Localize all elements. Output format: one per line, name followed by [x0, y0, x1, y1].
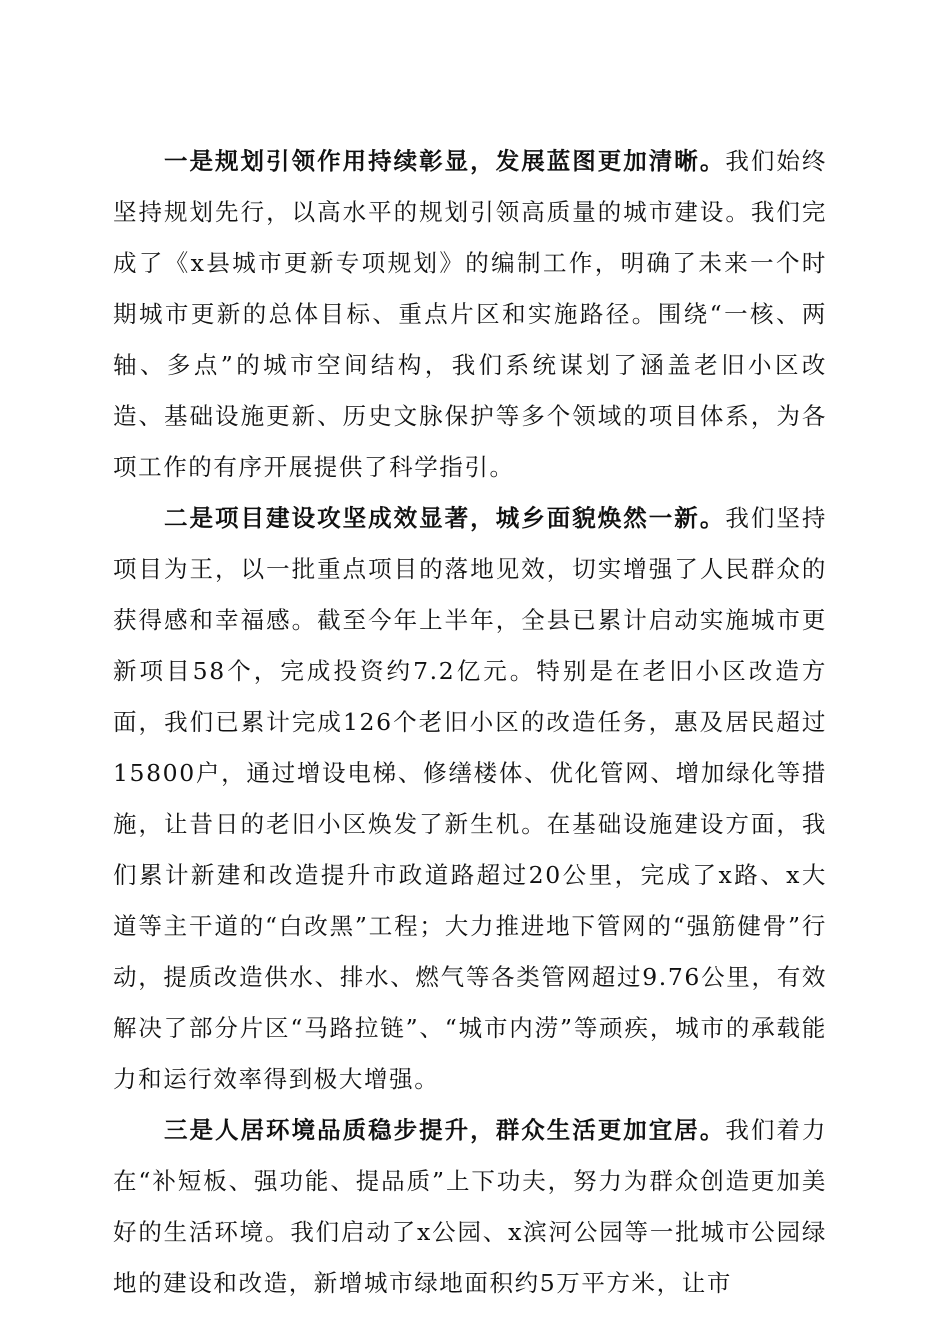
paragraph-planning-body: 我们始终坚持规划先行，以高水平的规划引领高质量的城市建设。我们完成了《x县城市更新专项规划》的编制工作，明确了未来一个时期城市更新的总体目标、重点片区和实施路径。围绕“一核、两轴、多点”的城市空间结构，我们系统谋划了涵盖老旧小区改造、基础设施更新、历史文脉保护等多个领域的项目体系，为各项工作的有序开展提供了科学指引。 — [113, 147, 827, 481]
paragraph-projects-lead: 二是项目建设攻坚成效显著，城乡面貌焕然一新。 — [164, 504, 726, 532]
paragraph-environment — [113, 1105, 827, 1309]
paragraph-planning — [113, 136, 827, 493]
document-page — [113, 136, 827, 1309]
paragraph-environment-body: 我们着力在“补短板、强功能、提品质”上下功夫，努力为群众创造更加美好的生活环境。我们启动了x公园、x滨河公园等一批城市公园绿地的建设和改造，新增城市绿地面积约5万平方米，让市 — [113, 1116, 827, 1297]
paragraph-planning-lead: 一是规划引领作用持续彰显，发展蓝图更加清晰。 — [164, 147, 726, 175]
paragraph-projects — [113, 493, 827, 1105]
paragraph-projects-body: 我们坚持项目为王，以一批重点项目的落地见效，切实增强了人民群众的获得感和幸福感。截至今年上半年，全县已累计启动实施城市更新项目58个，完成投资约7.2亿元。特别是在老旧小区改造方面，我们已累计完成126个老旧小区的改造任务，惠及居民超过15800户，通过增设电梯、修缮楼体、优化管网、增加绿化等措施，让昔日的老旧小区焕发了新生机。在基础设施建设方面，我们累计新建和改造提升市政道路超过20公里，完成了x路、x大道等主干道的“白改黑”工程；大力推进地下管网的“强筋健骨”行动，提质改造供水、排水、燃气等各类管网超过9.76公里，有效解决了部分片区“马路拉链”、“城市内涝”等顽疾，城市的承载能力和运行效率得到极大增强。 — [113, 504, 827, 1093]
paragraph-environment-lead: 三是人居环境品质稳步提升，群众生活更加宜居。 — [164, 1116, 726, 1144]
